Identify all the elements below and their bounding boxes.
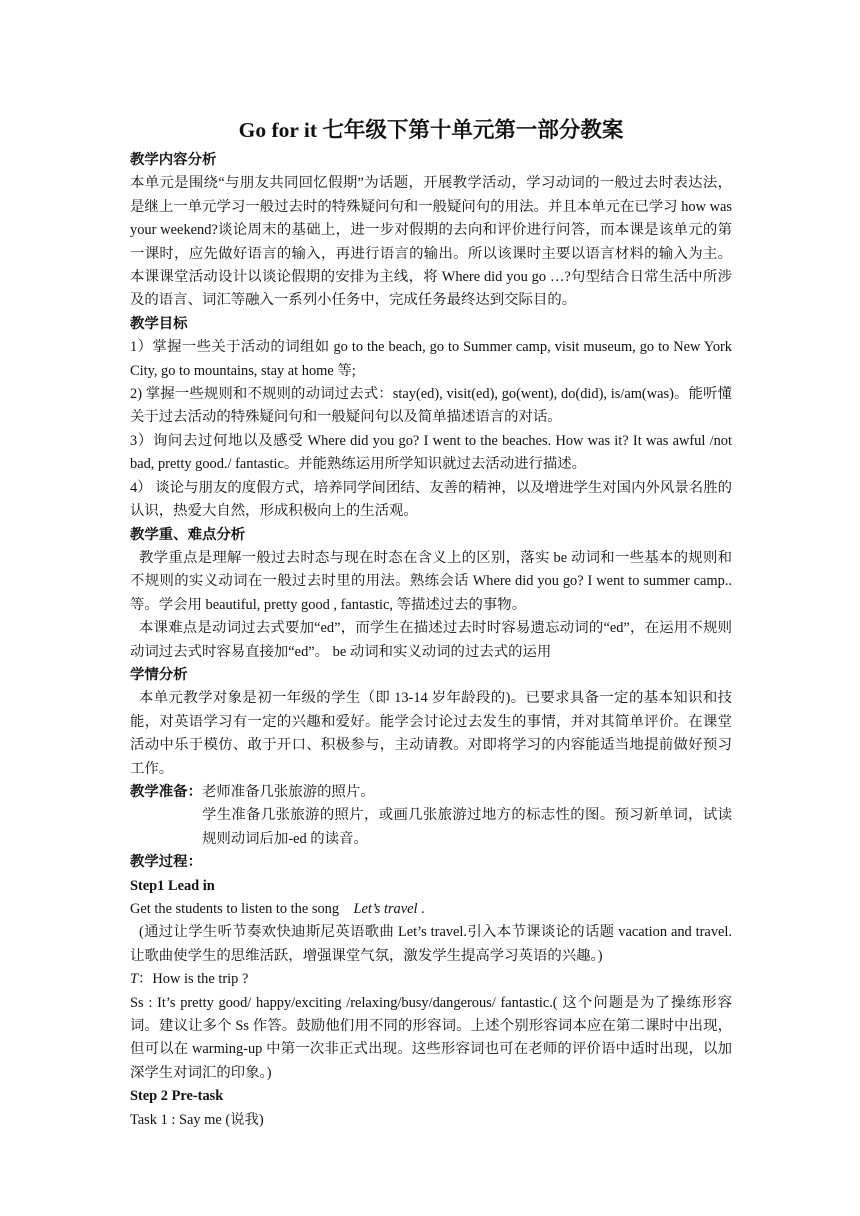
document-body (130, 112, 732, 1132)
teacher-question-text: ：How is the trip ? (138, 971, 249, 988)
teacher-question (130, 968, 732, 991)
key-points-heading: 教学重、难点分析 (130, 526, 246, 543)
students-answer: Ss : It’s pretty good/ happy/exciting /relaxing/busy/dangerous/ fantastic.( 这个问题是为了操练形容词。建议让多个 Ss 作答。鼓励他们用不同的形容词。上述个别形容词本应在第二课时中出现，但可以在 warming-up 中第一次非正式出现。这些形容词也可在老师的评价语中适时出现，以加深学生对词汇的印象。) (130, 994, 732, 1081)
step2-task1: Task 1 : Say me (说我) (130, 1111, 264, 1128)
step1-heading: Step1 Lead in (130, 877, 215, 894)
key-point-difficulty: 本课难点是动词过去式要加“ed”，而学生在描述过去时时容易遗忘动词的“ed”，在运用不规则动词过去式时容易直接加“ed”。 be 动词和实义动词的过去式的运用 (130, 620, 732, 660)
objective-item-2: 2) 掌握一些规则和不规则的动词过去式：stay(ed), visit(ed), go(went), do(did), is/am(was)。能听懂关于过去活动的特殊疑问句和一般疑问句以及简单描述语言的对话。 (130, 386, 732, 426)
preparation-students: 学生准备几张旅游的照片，或画几张旅游过地方的标志性的图。预习新单词，试读规则动词后加-ed 的读音。 (201, 807, 732, 847)
content-analysis-text: 本单元是围绕“与朋友共同回忆假期”为话题，开展教学活动，学习动词的一般过去时表达法，是继上一单元学习一般过去时的特殊疑问句和一般疑问句的用法。并且本单元在已学习 how was your weekend?谈论周末的基础上，进一步对假期的去向和评价进行问答，而本课是该单元的第一课时，应先做好语言的输入，再进行语言的输出。所以该课时主要以语言材料的输入为主。本课课堂活动设计以谈论假期的安排为主线，将 Where did you go …?句型结合日常生活中所涉及的语言、词汇等融入一系列小任务中，完成任务最终达到交际目的。 (130, 175, 732, 309)
step1-instruction-suffix: . (417, 901, 425, 917)
preparation-label: 教学准备： (130, 783, 202, 800)
process-heading: 教学过程： (130, 854, 202, 871)
objective-item-3: 3）询问去过何地以及感受 Where did you go? I went to the beaches. How was it? It was awful /not bad, pretty good./ fantastic。并能熟练运用所学知识就过去活动进行描述。 (130, 432, 732, 473)
content-analysis-heading: 教学内容分析 (130, 152, 217, 168)
teacher-tag: T (130, 971, 139, 988)
step1-note: (通过让学生听节奏欢快迪斯尼英语歌曲 Let’s travel.引入本节课谈论的话题 vacation and travel. 让歌曲使学生的思维活跃，增强课堂气氛，激发学生提高学习英语的兴趣。) (130, 924, 732, 964)
objectives-heading: 教学目标 (130, 315, 188, 332)
objective-item-4: 4） 谈论与朋友的度假方式，培养同学间团结、友善的精神，以及增进学生对国内外风景名胜的认识，热爱大自然，形成积极向上的生活观。 (130, 479, 732, 520)
learner-analysis-text: 本单元教学对象是初一年级的学生（即 13-14 岁年龄段的)。已要求具备一定的基本知识和技能，对英语学习有一定的兴趣和爱好。能学会讨论过去发生的事情，并对其简单评价。在课堂活动中乐于模仿、敢于开口、积极参与，主动请教。对即将学习的内容能适当地提前做好预习工作。 (130, 690, 732, 777)
key-point-focus: 教学重点是理解一般过去时态与现在时态在含义上的区别，落实 be 动词和一些基本的规则和不规则的实义动词在一般过去时里的用法。熟练会话 Where did you go? I went to summer camp..等。学会用 beautiful, pretty good , fantastic, 等描述过去的事物。 (130, 549, 732, 613)
learner-analysis-heading: 学情分析 (130, 666, 188, 683)
step1-instruction-prefix: Get the students to listen to the song (130, 901, 354, 917)
step1-instruction (130, 898, 732, 921)
step2-heading: Step 2 Pre-task (130, 1088, 224, 1105)
preparation-body (202, 781, 732, 851)
preparation-teacher: 老师准备几张旅游的照片。 (201, 783, 375, 800)
objective-item-1: 1）掌握一些关于活动的词组如 go to the beach, go to Summer camp, visit museum, go to New York City, go to mountains, stay at home 等; (130, 339, 732, 379)
song-title: Let’s travel (353, 901, 418, 917)
preparation-block (130, 781, 732, 851)
document-title: Go for it 七年级下第十单元第一部分教案 (238, 118, 624, 142)
